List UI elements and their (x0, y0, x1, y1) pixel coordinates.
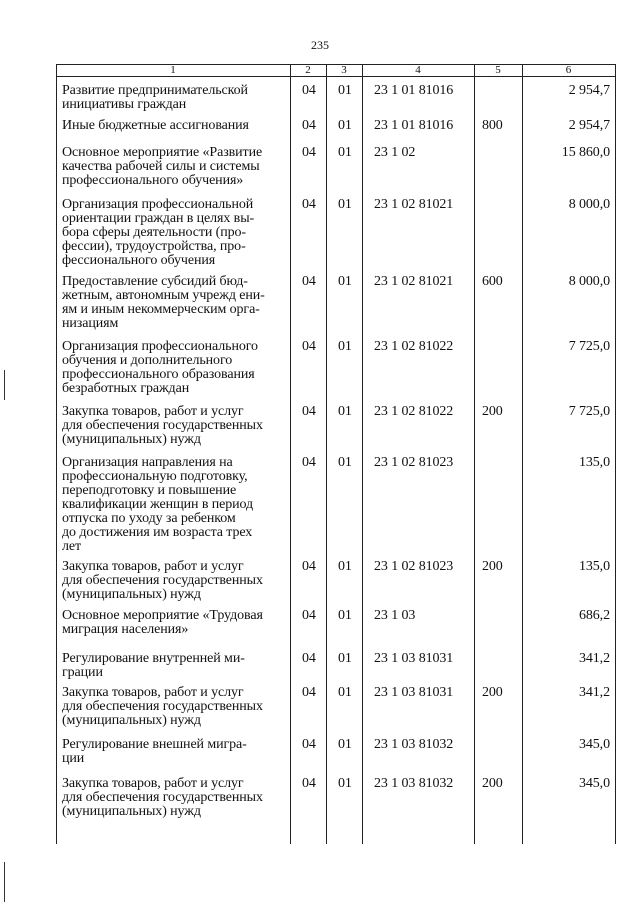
row-name-line: инициативы граждан (62, 97, 187, 112)
row-3-c2: 04 (302, 145, 316, 160)
column-divider (326, 64, 327, 844)
row-6-c3: 01 (338, 339, 352, 354)
row-7-c4: 23 1 02 81022 (374, 404, 454, 419)
row-11-c2: 04 (302, 651, 316, 666)
row-12-c3: 01 (338, 685, 352, 700)
row-12-c5: 200 (482, 685, 503, 700)
row-name-line: для обеспечения государственных (62, 573, 263, 588)
row-9-c6: 135,0 (578, 559, 610, 574)
scan-margin-mark (4, 862, 5, 902)
column-divider (56, 64, 57, 844)
row-name-line: Основное мероприятие «Трудовая (62, 608, 263, 623)
column-header-2: 2 (305, 64, 311, 76)
row-10-name (62, 609, 290, 637)
row-name-line: (муниципальных) нужд (62, 587, 201, 602)
row-name-line: Иные бюджетные ассигнования (62, 118, 249, 133)
row-name-line: для обеспечения государственных (62, 418, 263, 433)
row-9-name (62, 560, 290, 602)
row-name-line: Закупка товаров, работ и услуг (62, 776, 244, 791)
row-name-line: (муниципальных) нужд (62, 804, 201, 819)
row-10-c4: 23 1 03 (374, 608, 416, 623)
column-header-1: 1 (170, 64, 176, 76)
row-4-c6: 8 000,0 (568, 197, 610, 212)
row-name-line: Регулирование внешней мигра- (62, 737, 247, 752)
column-divider (522, 64, 523, 844)
row-6-c2: 04 (302, 339, 316, 354)
row-5-c2: 04 (302, 274, 316, 289)
row-5-c6: 8 000,0 (568, 274, 610, 289)
row-1-name (62, 84, 290, 112)
row-4-c4: 23 1 02 81021 (374, 197, 454, 212)
row-8-c3: 01 (338, 455, 352, 470)
row-11-name (62, 652, 290, 680)
row-14-name (62, 777, 290, 819)
row-6-name (62, 340, 290, 396)
row-3-name (62, 146, 290, 188)
row-5-c4: 23 1 02 81021 (374, 274, 454, 289)
row-14-c4: 23 1 03 81032 (374, 776, 454, 791)
row-name-line: фессионального обучения (62, 253, 216, 268)
row-10-c6: 686,2 (578, 608, 610, 623)
row-10-c2: 04 (302, 608, 316, 623)
row-8-c4: 23 1 02 81023 (374, 455, 454, 470)
row-1-c6: 2 954,7 (568, 83, 610, 98)
row-8-c6: 135,0 (578, 455, 610, 470)
row-12-c2: 04 (302, 685, 316, 700)
row-name-line: профессиональную подготовку, (62, 469, 248, 484)
row-7-c6: 7 725,0 (568, 404, 610, 419)
row-name-line: переподготовку и повышение (62, 483, 237, 498)
row-11-c6: 341,2 (578, 651, 610, 666)
row-2-c3: 01 (338, 118, 352, 133)
row-7-c3: 01 (338, 404, 352, 419)
row-name-line: профессионального образования (62, 367, 255, 382)
row-name-line: бора сферы деятельности (про- (62, 225, 246, 240)
row-name-line: Организация профессиональной (62, 197, 254, 212)
row-14-c3: 01 (338, 776, 352, 791)
row-name-line: (муниципальных) нужд (62, 432, 201, 447)
row-9-c5: 200 (482, 559, 503, 574)
column-header-4: 4 (415, 64, 421, 76)
row-5-c5: 600 (482, 274, 503, 289)
row-4-name (62, 198, 290, 268)
column-divider (290, 64, 291, 844)
row-name-line: ции (62, 751, 85, 766)
scan-margin-mark (4, 370, 5, 400)
row-2-c6: 2 954,7 (568, 118, 610, 133)
row-9-c4: 23 1 02 81023 (374, 559, 454, 574)
row-name-line: Развитие предпринимательской (62, 83, 248, 98)
header-bottom-border (56, 76, 616, 77)
row-14-c5: 200 (482, 776, 503, 791)
row-11-c4: 23 1 03 81031 (374, 651, 454, 666)
row-name-line: лет (62, 539, 82, 554)
row-name-line: Основное мероприятие «Развитие (62, 145, 263, 160)
row-13-c2: 04 (302, 737, 316, 752)
row-13-c3: 01 (338, 737, 352, 752)
row-name-line: Регулирование внутренней ми- (62, 651, 245, 666)
row-name-line: жетным, автономным учрежд ени- (62, 288, 265, 303)
row-2-name (62, 119, 290, 133)
page-number: 235 (311, 38, 329, 52)
row-12-c4: 23 1 03 81031 (374, 685, 454, 700)
row-9-c2: 04 (302, 559, 316, 574)
row-3-c3: 01 (338, 145, 352, 160)
row-1-c3: 01 (338, 83, 352, 98)
row-4-c2: 04 (302, 197, 316, 212)
column-divider (615, 64, 616, 844)
row-5-name (62, 275, 290, 331)
row-6-c4: 23 1 02 81022 (374, 339, 454, 354)
row-name-line: низациям (62, 316, 119, 331)
row-name-line: ям и иным некоммерческим орга- (62, 302, 260, 317)
row-name-line: Организация направления на (62, 455, 233, 470)
row-name-line: профессионального обучения» (62, 173, 244, 188)
row-2-c4: 23 1 01 81016 (374, 118, 454, 133)
row-1-c4: 23 1 01 81016 (374, 83, 454, 98)
row-name-line: ориентации граждан в целях вы- (62, 211, 255, 226)
row-name-line: Организация профессионального (62, 339, 258, 354)
row-1-c2: 04 (302, 83, 316, 98)
row-name-line: обучения и дополнительного (62, 353, 233, 368)
row-9-c3: 01 (338, 559, 352, 574)
row-name-line: (муниципальных) нужд (62, 713, 201, 728)
row-name-line: квалификации женщин в период (62, 497, 254, 512)
row-14-c6: 345,0 (578, 776, 610, 791)
row-13-c4: 23 1 03 81032 (374, 737, 454, 752)
row-7-c5: 200 (482, 404, 503, 419)
row-14-c2: 04 (302, 776, 316, 791)
row-name-line: для обеспечения государственных (62, 699, 263, 714)
row-12-c6: 341,2 (578, 685, 610, 700)
row-8-c2: 04 (302, 455, 316, 470)
row-name-line: Закупка товаров, работ и услуг (62, 404, 244, 419)
row-name-line: Предоставление субсидий бюд- (62, 274, 248, 289)
row-name-line: миграция населения» (62, 622, 189, 637)
row-6-c6: 7 725,0 (568, 339, 610, 354)
row-5-c3: 01 (338, 274, 352, 289)
row-7-c2: 04 (302, 404, 316, 419)
row-3-c4: 23 1 02 (374, 145, 416, 160)
row-2-c2: 04 (302, 118, 316, 133)
row-7-name (62, 405, 290, 447)
row-name-line: безработных граждан (62, 381, 190, 396)
column-header-3: 3 (341, 64, 347, 76)
row-name-line: качества рабочей силы и системы (62, 159, 260, 174)
row-8-name (62, 456, 290, 554)
row-4-c3: 01 (338, 197, 352, 212)
budget-table (56, 64, 616, 844)
row-name-line: Закупка товаров, работ и услуг (62, 685, 244, 700)
row-name-line: отпуска по уходу за ребенком (62, 511, 236, 526)
row-10-c3: 01 (338, 608, 352, 623)
column-header-6: 6 (565, 64, 572, 76)
column-divider (474, 64, 475, 844)
row-12-name (62, 686, 290, 728)
row-2-c5: 800 (482, 118, 503, 133)
row-11-c3: 01 (338, 651, 352, 666)
row-3-c6: 15 860,0 (561, 145, 610, 160)
row-name-line: до достижения им возраста трех (62, 525, 253, 540)
row-13-name (62, 738, 290, 766)
column-divider (362, 64, 363, 844)
row-13-c6: 345,0 (578, 737, 610, 752)
row-name-line: фессии), трудоустройства, про- (62, 239, 246, 254)
row-name-line: Закупка товаров, работ и услуг (62, 559, 244, 574)
row-name-line: для обеспечения государственных (62, 790, 263, 805)
row-name-line: грации (62, 665, 103, 680)
column-header-5: 5 (495, 64, 501, 76)
